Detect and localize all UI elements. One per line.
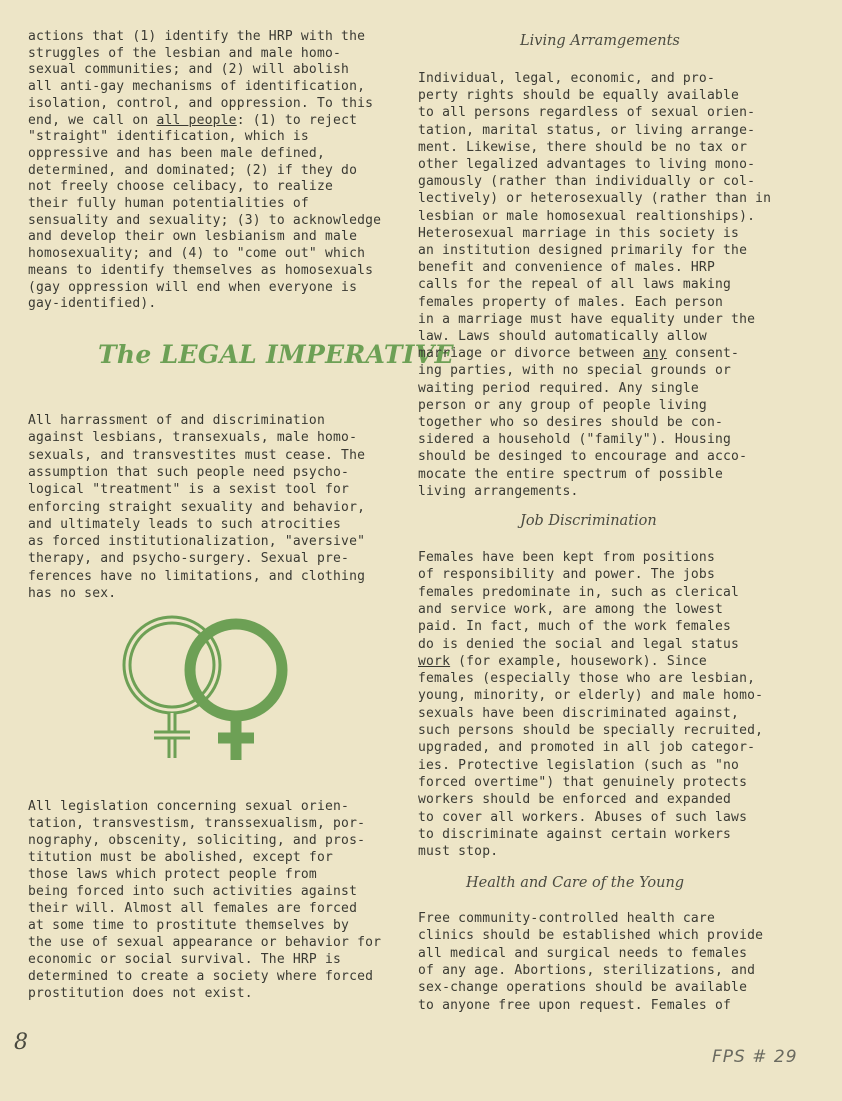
text-line: determined to create a society where forced	[28, 969, 374, 984]
text-line: against lesbians, transexuals, male homo-	[28, 430, 358, 446]
text-line: upgraded, and promoted in all job categor-	[418, 740, 756, 756]
text-line: and ultimately leads to such atrocities	[28, 516, 342, 532]
text-line: nography, obscenity, soliciting, and pros-	[28, 833, 366, 848]
text-line: young, minority, or elderly) and male homo-	[418, 688, 764, 704]
text-line: has no sex.	[28, 586, 117, 601]
text-line: economic or social survival. The HRP is	[28, 952, 342, 967]
text-line: sexuals have been discriminated against,	[418, 705, 740, 721]
text-line: Individual, legal, economic, and pro-	[418, 71, 715, 86]
text-line: isolation, control, and oppression. To this	[28, 95, 374, 111]
text-line: means to identify themselves as homosexuals	[28, 262, 374, 278]
text-line: Females have been kept from positions	[418, 550, 715, 565]
text-line: marriage or divorce between any consent-	[418, 346, 740, 362]
text-line: and service work, are among the lowest	[418, 601, 724, 617]
text-line: their will. Almost all females are forced	[28, 901, 358, 916]
text-line: gay-identified).	[28, 296, 157, 312]
text-line: ing parties, with no special grounds or	[418, 363, 732, 379]
text-line: titution must be abolished, except for	[28, 850, 334, 865]
text-line: sexuals, and transvestites must cease. The	[28, 447, 366, 463]
text-line: females property of males. Each person	[418, 294, 724, 310]
text-line: of any age. Abortions, sterilizations, and	[418, 962, 756, 978]
text-line: clinics should be established which provide	[418, 928, 764, 944]
archive-mark: FPS # 29	[712, 1047, 798, 1067]
text-line: therapy, and psycho-surgery. Sexual pre-	[28, 551, 350, 567]
text-line: mocate the entire spectrum of possible	[418, 466, 724, 482]
text-line: waiting period required. Any single	[418, 380, 699, 396]
text-line: their fully human potentialities of	[28, 196, 309, 211]
text-line: in a marriage must have equality under the	[418, 311, 756, 327]
text-line: all medical and surgical needs to females	[418, 945, 748, 961]
text-line: All legislation concerning sexual orien-	[28, 799, 350, 814]
text-line: "straight" identification, which is	[28, 129, 309, 145]
text-line: do is denied the social and legal status	[418, 636, 740, 652]
legal-imperative-heading: The LEGAL IMPERATIVE	[98, 340, 454, 369]
job-discrimination-heading: Job Discrimination	[520, 513, 657, 529]
health-care-heading: Health and Care of the Young	[466, 875, 685, 891]
text-line: those laws which protect people from	[28, 867, 317, 882]
text-line: must stop.	[418, 844, 499, 860]
text-line: ferences have no limitations, and clothing	[28, 568, 366, 584]
text-line: to all persons regardless of sexual orien-	[418, 105, 756, 121]
text-line: oppressive and has been male defined,	[28, 145, 325, 161]
text-line: an institution designed primarily for the	[418, 243, 748, 258]
text-line: at some time to prostitute themselves by	[28, 918, 350, 933]
text-line: the use of sexual appearance or behavior for	[28, 935, 382, 950]
text-line: should be desinged to encourage and acco-	[418, 449, 748, 465]
text-line: sensuality and sexuality; (3) to acknowledge	[28, 212, 382, 228]
text-line: perty rights should be equally available	[418, 88, 740, 104]
text-line: tation, marital status, or living arrange-	[418, 122, 756, 138]
text-line: all anti-gay mechanisms of identification,	[28, 79, 366, 95]
text-line: Heterosexual marriage in this society is	[418, 225, 740, 241]
text-line: prostitution does not exist.	[28, 986, 253, 1001]
text-line: All harrassment of and discrimination	[28, 413, 325, 428]
text-line: benefit and convenience of males. HRP	[418, 260, 715, 276]
text-line: calls for the repeal of all laws making	[418, 277, 732, 293]
text-line: to cover all workers. Abuses of such laws	[418, 809, 748, 825]
text-line: logical "treatment" is a sexist tool for	[28, 482, 350, 498]
text-line: paid. In fact, much of the work females	[418, 619, 732, 635]
text-line: work (for example, housework). Since	[418, 653, 707, 669]
text-line: enforcing straight sexuality and behavior,	[28, 499, 366, 515]
living-arrangements-heading: Living Arramgements	[520, 33, 680, 49]
text-line: homosexuality; and (4) to "come out" which	[28, 246, 366, 262]
text-line: sidered a household ("family"). Housing	[418, 432, 732, 448]
text-line: as forced institutionalization, "aversive"	[28, 534, 366, 550]
interlocking-female-symbols-icon	[112, 610, 312, 770]
text-line: ment. Likewise, there should be no tax or	[418, 139, 748, 155]
text-line: sex-change operations should be available	[418, 980, 748, 996]
text-line: living arrangements.	[418, 483, 579, 499]
text-line: end, we call on all people: (1) to reject	[28, 112, 358, 128]
text-line: such persons should be specially recruited,	[418, 723, 764, 738]
text-line: assumption that such people need psycho-	[28, 464, 350, 480]
text-line: not freely choose celibacy, to realize	[28, 179, 334, 195]
text-line: of responsibility and power. The jobs	[418, 567, 715, 583]
text-line: determined, and dominated; (2) if they do	[28, 162, 358, 178]
page-number: 8	[14, 1030, 28, 1055]
text-line: being forced into such activities against	[28, 884, 358, 899]
text-line: to discriminate against certain workers	[418, 826, 732, 842]
text-line: person or any group of people living	[418, 397, 707, 413]
text-line: lesbian or male homosexual realtionships).	[418, 208, 756, 224]
text-line: actions that (1) identify the HRP with the	[28, 29, 366, 44]
text-line: females (especially those who are lesbian,	[418, 671, 756, 687]
text-line: law. Laws should automatically allow	[418, 329, 707, 344]
text-line: and develop their own lesbianism and male	[28, 229, 358, 245]
text-line: ies. Protective legislation (such as "no	[418, 757, 740, 773]
text-line: (gay oppression will end when everyone is	[28, 279, 358, 295]
text-line: together who so desires should be con-	[418, 415, 724, 430]
text-line: Free community-controlled health care	[418, 911, 715, 926]
text-line: sexual communities; and (2) will abolish	[28, 62, 350, 78]
text-line: other legalized advantages to living mono-	[418, 157, 756, 172]
text-line: females predominate in, such as clerical	[418, 584, 740, 600]
text-line: gamously (rather than individually or col-	[418, 174, 756, 190]
text-line: struggles of the lesbian and male homo-	[28, 45, 342, 61]
text-line: tation, transvestism, transsexualism, por-	[28, 816, 366, 831]
text-line: to anyone free upon request. Females of	[418, 997, 732, 1013]
text-line: lectively) or heterosexually (rather than in	[418, 191, 772, 207]
text-line: forced overtime") that genuinely protects	[418, 774, 748, 790]
text-line: workers should be enforced and expanded	[418, 792, 732, 808]
